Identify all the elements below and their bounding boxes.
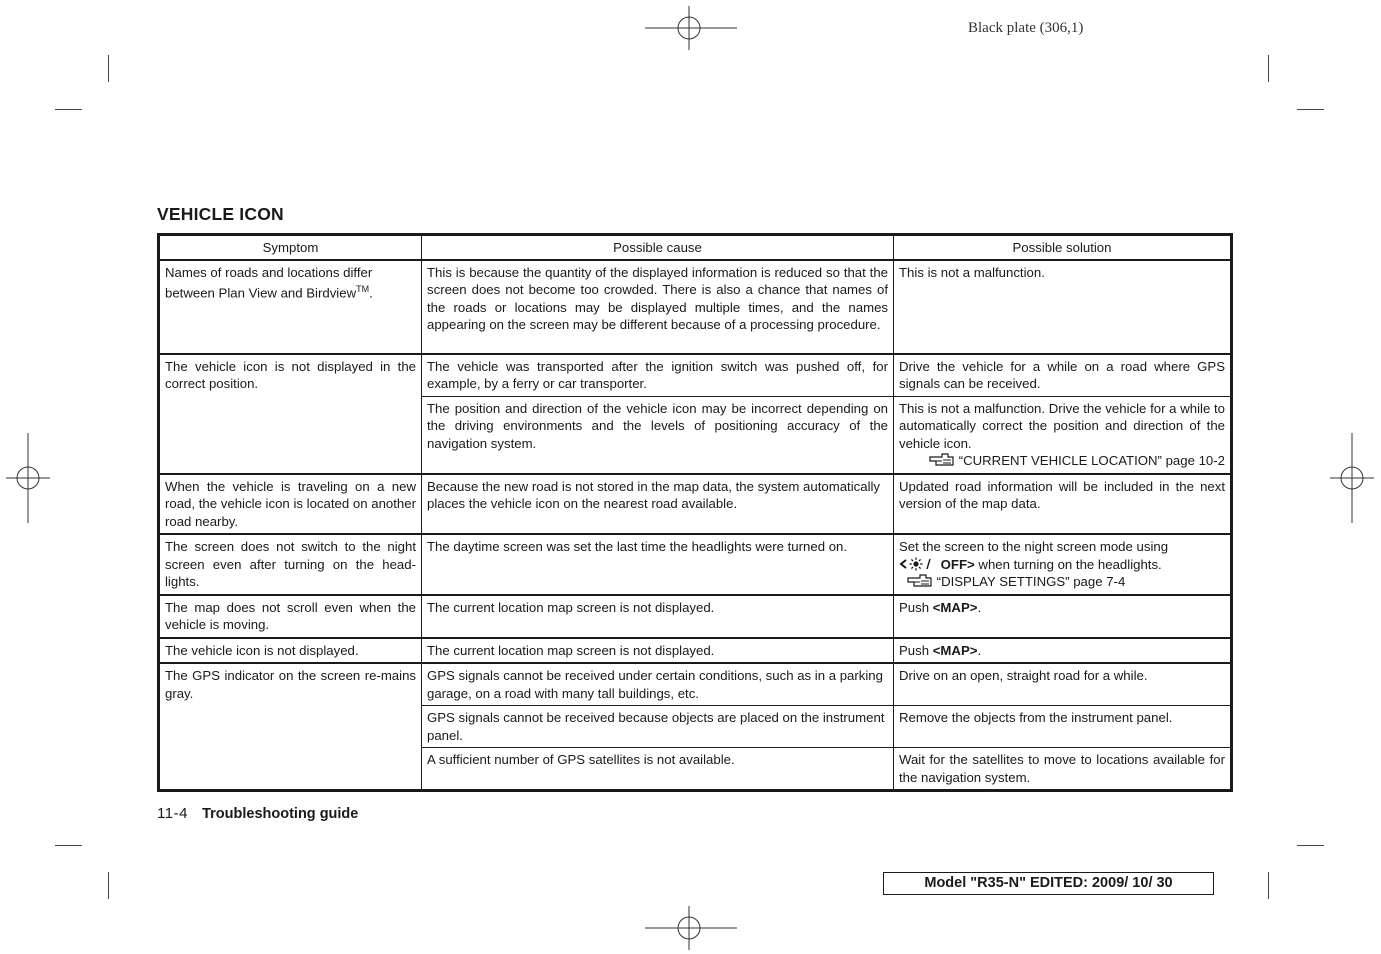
trademark-sup: TM bbox=[356, 284, 370, 294]
solution-period: . bbox=[977, 642, 982, 658]
page-reference-text: “DISPLAY SETTINGS” page 7-4 bbox=[936, 574, 1126, 589]
solution-period: . bbox=[977, 599, 982, 615]
solution-cell: Updated road information will be included in the next version of the map data. bbox=[894, 474, 1232, 535]
symptom-cell: The map does not scroll even when the vehicle is moving. bbox=[159, 595, 422, 638]
registration-crosshair-icon bbox=[645, 6, 737, 50]
table-row bbox=[159, 354, 1232, 397]
symptom-tail: . bbox=[369, 285, 373, 301]
symptom-cell bbox=[159, 260, 422, 354]
header-possible-solution: Possible solution bbox=[894, 235, 1232, 260]
table-header-row bbox=[159, 235, 1232, 260]
symptom-cell: The vehicle icon is not displayed in the correct position. bbox=[159, 354, 422, 474]
registration-crosshair-icon bbox=[645, 906, 737, 950]
cause-cell: A sufficient number of GPS satellites is not available. bbox=[422, 748, 894, 791]
table-row bbox=[159, 260, 1232, 354]
solution-tail: when turning on the headlights. bbox=[978, 556, 1162, 572]
page-footer bbox=[157, 805, 358, 822]
push-label: Push bbox=[899, 642, 930, 658]
solution-cell bbox=[894, 638, 1232, 664]
section-title: VEHICLE ICON bbox=[157, 204, 284, 224]
solution-cell: Drive on an open, straight road for a while. bbox=[894, 663, 1232, 706]
symptom-cell: When the vehicle is traveling on a new road, the vehicle icon is located on another road nearby. bbox=[159, 474, 422, 535]
cause-cell: The vehicle was transported after the ignition switch was pushed off, for example, by a ferry or car transporter. bbox=[422, 354, 894, 397]
footer-section-label: Troubleshooting guide bbox=[202, 806, 359, 822]
plate-label: Black plate (306,1) bbox=[968, 20, 1084, 36]
solution-cell: Remove the objects from the instrument panel. bbox=[894, 706, 1232, 748]
symptom-text: Names of roads and locations differ between Plan View and Birdview bbox=[165, 264, 373, 301]
header-symptom: Symptom bbox=[159, 235, 422, 260]
solution-cell bbox=[894, 595, 1232, 638]
table-row bbox=[159, 595, 1232, 638]
cause-cell: This is because the quantity of the displayed information is reduced so that the screen does not become too crowded. There is also a chance that names of the roads or locations may be displayed multiple times, and the names appearing on the screen may be different because of a processing procedure. bbox=[422, 260, 894, 354]
cause-cell: GPS signals cannot be received because objects are placed on the instrument panel. bbox=[422, 706, 894, 748]
cause-cell: GPS signals cannot be received under certain conditions, such as in a parking garage, on a road with many tall buildings, etc. bbox=[422, 663, 894, 706]
table-row bbox=[159, 474, 1232, 535]
page-reference-text: “CURRENT VEHICLE LOCATION” page 10-2 bbox=[958, 453, 1225, 468]
solution-cell: Wait for the satellites to move to locations available for the navigation system. bbox=[894, 748, 1232, 791]
cause-cell: The position and direction of the vehicle icon may be incorrect depending on the driving environments and the levels of positioning accuracy of the navigation system. bbox=[422, 396, 894, 474]
cause-cell: Because the new road is not stored in the map data, the system automatically places the vehicle icon on the nearest road available. bbox=[422, 474, 894, 535]
symptom-cell: The vehicle icon is not displayed. bbox=[159, 638, 422, 664]
cause-cell: The current location map screen is not displayed. bbox=[422, 595, 894, 638]
symptom-cell: The screen does not switch to the night screen even after turning on the head-lights. bbox=[159, 534, 422, 595]
reference-hand-icon bbox=[929, 452, 955, 467]
reference-hand-icon bbox=[907, 573, 933, 588]
push-label: Push bbox=[899, 599, 930, 615]
map-key-label: <MAP> bbox=[932, 642, 978, 658]
table-row bbox=[159, 534, 1232, 595]
solution-cell: Drive the vehicle for a while on a road where GPS signals can be received. bbox=[894, 354, 1232, 397]
off-key-label: OFF> bbox=[940, 556, 975, 572]
solution-cell bbox=[894, 396, 1232, 474]
cause-cell: The current location map screen is not displayed. bbox=[422, 638, 894, 664]
symptom-cell: The GPS indicator on the screen re-mains gray. bbox=[159, 663, 422, 791]
registration-crosshair-icon bbox=[6, 433, 50, 523]
page-reference bbox=[899, 452, 1225, 470]
solution-text: Set the screen to the night screen mode using bbox=[899, 539, 1169, 554]
map-key-label: <MAP> bbox=[932, 599, 978, 615]
header-possible-cause: Possible cause bbox=[422, 235, 894, 260]
table-row bbox=[159, 663, 1232, 706]
table-row bbox=[159, 638, 1232, 664]
solution-cell bbox=[894, 534, 1232, 595]
day-night-sun-moon-icon bbox=[899, 557, 937, 571]
troubleshooting-table bbox=[157, 233, 1233, 792]
model-edited-box: Model "R35-N" EDITED: 2009/ 10/ 30 bbox=[883, 872, 1214, 895]
cause-cell: The daytime screen was set the last time the headlights were turned on. bbox=[422, 534, 894, 595]
page-number: 11-4 bbox=[157, 805, 188, 822]
registration-crosshair-icon bbox=[1330, 433, 1374, 523]
solution-cell: This is not a malfunction. bbox=[894, 260, 1232, 354]
page-reference bbox=[899, 573, 1225, 591]
solution-text: This is not a malfunction. Drive the vehicle for a while to automatically correct the position and direction of the vehicle icon. bbox=[899, 400, 1225, 451]
